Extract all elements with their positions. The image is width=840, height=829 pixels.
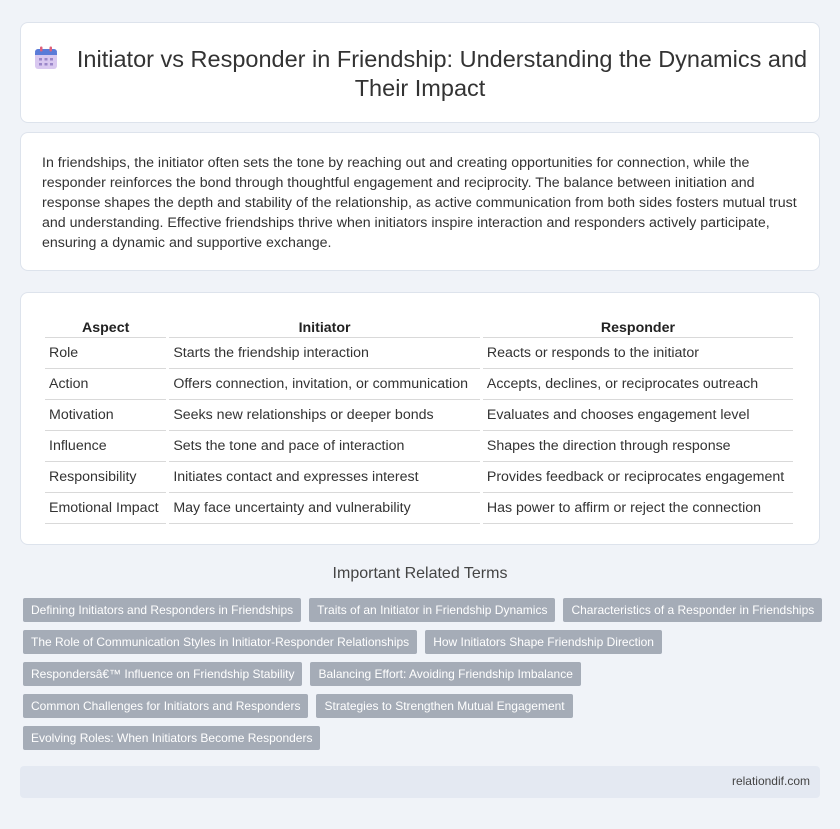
page-title xyxy=(21,45,819,103)
cell-initiator: Starts the friendship interaction xyxy=(169,338,480,369)
table-row xyxy=(45,338,793,369)
title-card xyxy=(20,22,820,123)
table-row xyxy=(45,493,793,524)
cell-aspect: Responsibility xyxy=(45,462,166,493)
cell-initiator: May face uncertainty and vulnerability xyxy=(169,493,480,524)
cell-initiator: Offers connection, invitation, or communication xyxy=(169,369,480,400)
comparison-table xyxy=(42,316,796,524)
related-terms-list xyxy=(23,598,823,750)
cell-responder: Accepts, declines, or reciprocates outreach xyxy=(483,369,793,400)
calendar-icon xyxy=(33,45,59,71)
related-term-link[interactable]: Strategies to Strengthen Mutual Engagement xyxy=(316,694,572,718)
table-row xyxy=(45,462,793,493)
page-title-text: Initiator vs Responder in Friendship: Understanding the Dynamics and Their Impact xyxy=(76,46,808,101)
related-term-link[interactable]: Respondersâ€™ Influence on Friendship Stability xyxy=(23,662,302,686)
table-header-row xyxy=(45,316,793,338)
header-aspect: Aspect xyxy=(45,316,166,338)
table-row xyxy=(45,400,793,431)
table-row xyxy=(45,369,793,400)
table-row xyxy=(45,431,793,462)
cell-aspect: Influence xyxy=(45,431,166,462)
cell-initiator: Sets the tone and pace of interaction xyxy=(169,431,480,462)
cell-responder: Reacts or responds to the initiator xyxy=(483,338,793,369)
cell-responder: Has power to affirm or reject the connection xyxy=(483,493,793,524)
related-term-link[interactable]: Characteristics of a Responder in Friendships xyxy=(563,598,822,622)
header-initiator: Initiator xyxy=(169,316,480,338)
related-term-link[interactable]: Evolving Roles: When Initiators Become Responders xyxy=(23,726,320,750)
cell-aspect: Motivation xyxy=(45,400,166,431)
related-term-link[interactable]: Defining Initiators and Responders in Friendships xyxy=(23,598,301,622)
footer-site-name: relationdif.com xyxy=(731,774,810,788)
related-term-link[interactable]: Balancing Effort: Avoiding Friendship Imbalance xyxy=(310,662,580,686)
header-responder: Responder xyxy=(483,316,793,338)
related-term-link[interactable]: Common Challenges for Initiators and Responders xyxy=(23,694,308,718)
cell-aspect: Emotional Impact xyxy=(45,493,166,524)
cell-initiator: Initiates contact and expresses interest xyxy=(169,462,480,493)
related-terms-heading: Important Related Terms xyxy=(332,565,508,582)
cell-initiator: Seeks new relationships or deeper bonds xyxy=(169,400,480,431)
intro-card xyxy=(20,132,820,271)
related-term-link[interactable]: How Initiators Shape Friendship Direction xyxy=(425,630,662,654)
cell-aspect: Action xyxy=(45,369,166,400)
related-term-link[interactable]: The Role of Communication Styles in Initiator-Responder Relationships xyxy=(23,630,417,654)
intro-paragraph: In friendships, the initiator often sets the tone by reaching out and creating opportunities for connection, while the responder reinforces the bond through thoughtful engagement and reciprocity. The balance between initiation and response shapes the depth and stability of the relationship, as active communication from both sides fosters mutual trust and understanding. Effective friendships thrive when initiators inspire interaction and responders actively participate, ensuring a dynamic and supportive exchange. xyxy=(42,155,797,251)
cell-responder: Shapes the direction through response xyxy=(483,431,793,462)
cell-aspect: Role xyxy=(45,338,166,369)
cell-responder: Provides feedback or reciprocates engagement xyxy=(483,462,793,493)
cell-responder: Evaluates and chooses engagement level xyxy=(483,400,793,431)
comparison-card xyxy=(20,292,820,545)
footer xyxy=(20,766,820,798)
related-term-link[interactable]: Traits of an Initiator in Friendship Dynamics xyxy=(309,598,555,622)
